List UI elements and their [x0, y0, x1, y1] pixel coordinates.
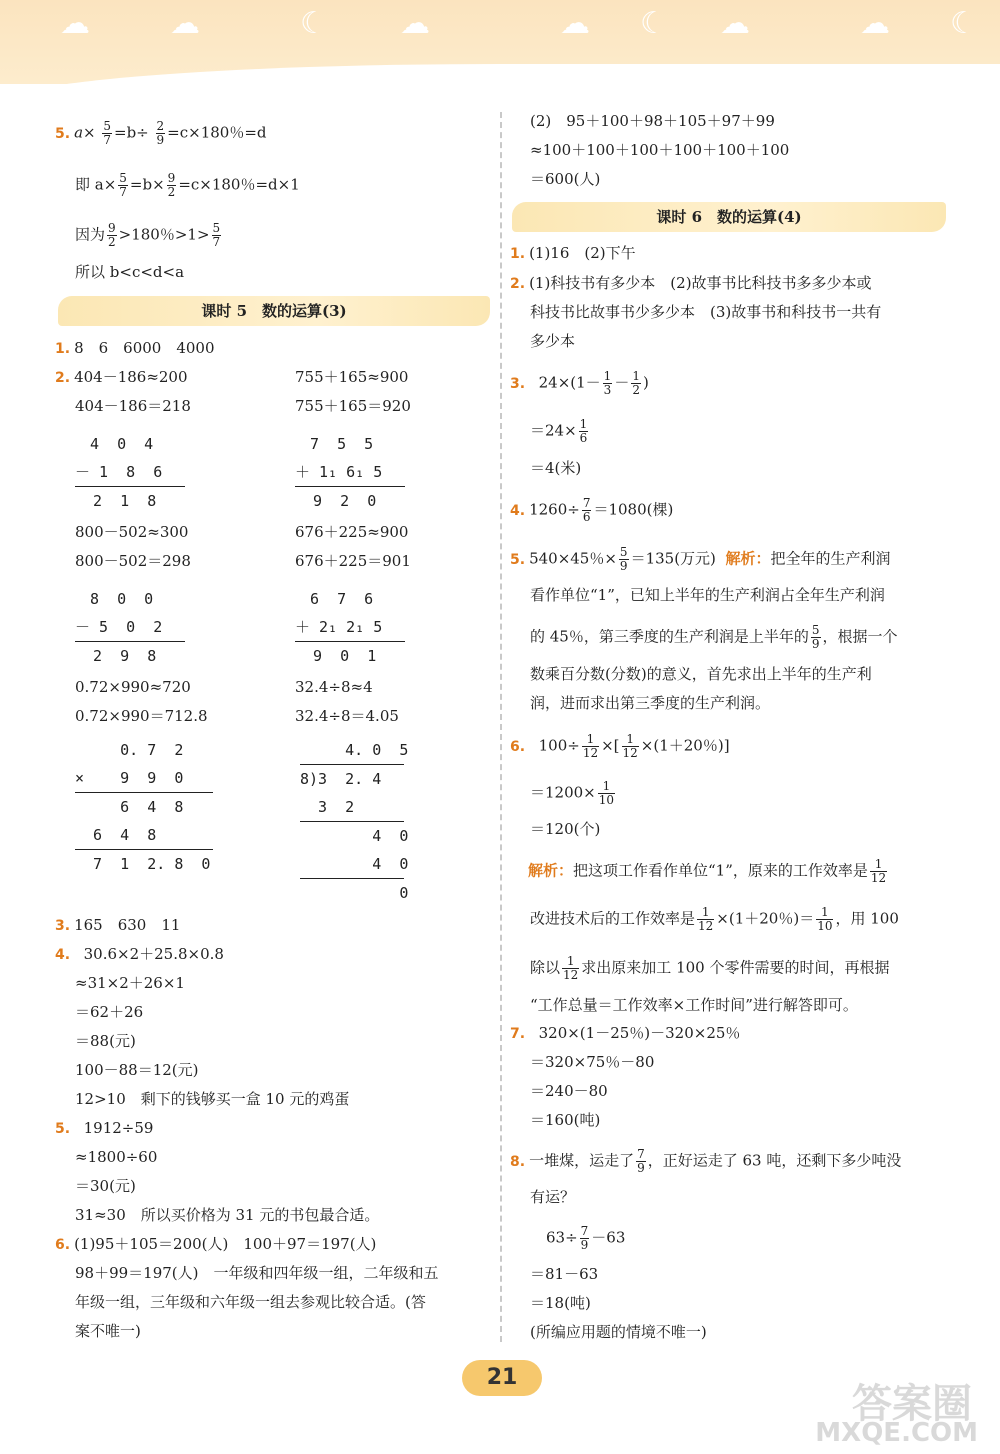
s5-q2-b2: 755＋165＝920	[295, 397, 411, 415]
s5-q1: 1. 8 6 6000 4000	[55, 339, 215, 357]
s5-q2-d1: 676＋225≈900	[295, 523, 409, 541]
cloud-icon: ☁	[170, 6, 200, 41]
s6-q8-l1: 8. 一堆煤，运走了 $\frac{7}{9}$ ，正好运走了 63 吨，还剩下多少吨没	[510, 1147, 902, 1175]
cloud-icon: ☁	[400, 6, 430, 41]
vertical-calc-6: 4. 0 5 8)3 2. 4 3 2 4 0 4 0 0	[300, 736, 404, 907]
left-q5-line3: 因为 $\frac{9}{2}$ >180％>1> $\frac{5}{7}$	[75, 221, 221, 249]
moon-icon: ☾	[640, 6, 667, 41]
left-q5-line2: 即 a× $\frac{5}{7}$ =b× $\frac{9}{2}$ =c×180％=d×1	[75, 171, 300, 199]
s6-q8-l2: 有运？	[530, 1188, 576, 1206]
s6-q2-l3: 多少本	[530, 332, 576, 350]
s5-q2-f1: 32.4÷8≈4	[295, 678, 373, 696]
left-q5-line4: 所以 b<c<d<a	[75, 263, 185, 281]
s6-q5-l5: 润，进而求出第三季度的生产利润。	[530, 694, 771, 712]
s6-q7-l4: ＝160(吨)	[530, 1111, 601, 1129]
s5-q5-l2: ≈1800÷60	[75, 1148, 158, 1166]
s5-q6-l4: 案不唯一)	[75, 1322, 141, 1340]
cloud-icon: ☁	[720, 6, 750, 41]
s6-q8-l5: ＝18(吨)	[530, 1294, 591, 1312]
moon-icon: ☾	[300, 6, 327, 41]
s6-q8-l4: ＝81－63	[530, 1265, 599, 1283]
s6-q6-analysis-2: 改进技术后的工作效率是 $\frac{1}{12}$ ×(1＋20％)＝ $\frac{1}{10}$ ，用 100	[530, 905, 899, 933]
s5-q4-l3: ＝62＋26	[75, 1003, 144, 1021]
s5-q4-l2: ≈31×2＋26×1	[75, 974, 185, 992]
s5-q6-l3: 年级一组，三年级和六年级一组去参观比较合适。(答	[75, 1293, 426, 1311]
s6-q6-analysis-4: “工作总量＝工作效率×工作时间”进行解答即可。	[530, 996, 858, 1014]
section-title-5: 课时 5 数的运算(3)	[58, 296, 490, 326]
cloud-icon: ☁	[860, 6, 890, 41]
s5-q2-c2: 800－502＝298	[75, 552, 191, 570]
s6-q5-l2: 看作单位“1”，已知上半年的生产利润占全年生产利润	[530, 586, 885, 604]
s5-q2-a1: 2. 404－186≈200	[55, 368, 188, 386]
s5-q2-a2: 404－186＝218	[75, 397, 191, 415]
s5-q2-d2: 676＋225＝901	[295, 552, 411, 570]
left-q5-line1: 5. a× $\frac{5}{7}$ =b÷ $\frac{2}{9}$ =c×180％=d	[55, 119, 267, 147]
vertical-calc-5: 0. 7 2 × 9 9 0 6 4 8 6 4 8 7 1 2. 8 0	[75, 736, 213, 878]
s6-q8-l3: 63÷ $\frac{7}{9}$ －63	[546, 1224, 626, 1252]
s6-q6-l3: ＝120(个)	[530, 820, 601, 838]
s6-q6-l1: 6. 100÷ $\frac{1}{12}$ ×[ $\frac{1}{12}$ ×(1＋20％)]	[510, 732, 730, 760]
column-divider	[500, 112, 502, 1342]
s5-q4-l5: 100－88＝12(元)	[75, 1061, 199, 1079]
s6-q3-l2: ＝24× $\frac{1}{6}$	[530, 417, 588, 445]
s5-q4-l4: ＝88(元)	[75, 1032, 136, 1050]
s5-q4-l1: 4. 30.6×2＋25.8×0.8	[55, 945, 224, 963]
moon-icon: ☾	[950, 6, 977, 41]
s6-q6-analysis-1: 解析：把这项工作看作单位“1”，原来的工作效率是 $\frac{1}{12}$	[528, 857, 887, 885]
cloud-icon: ☁	[60, 6, 90, 41]
s6-q3-l1: 3. 24×(1－ $\frac{1}{3}$ － $\frac{1}{2}$ )	[510, 369, 649, 397]
vertical-calc-1: 4 0 4 － 1 8 6 2 1 8	[75, 430, 185, 515]
s6-q6-l2: ＝1200× $\frac{1}{10}$	[530, 779, 615, 807]
s5-q6-l1: 6. (1)95＋105＝200(人) 100＋97＝197(人)	[55, 1235, 377, 1253]
s5-q5-l1: 5. 1912÷59	[55, 1119, 154, 1137]
s5-q2-e1: 0.72×990≈720	[75, 678, 191, 696]
vertical-calc-2: 7 5 5 ＋ 1₁ 6₁ 5 9 2 0	[295, 430, 405, 515]
vertical-calc-3: 8 0 0 － 5 0 2 2 9 8	[75, 585, 185, 670]
s6-q5-l3: 的 45％，第三季度的生产利润是上半年的 $\frac{5}{9}$ ，根据一个	[530, 623, 898, 651]
s6-q7-l1: 7. 320×(1－25％)－320×25％	[510, 1024, 741, 1042]
s5-q2-c1: 800－502≈300	[75, 523, 189, 541]
s5-q4-l6: 12>10 剩下的钱够买一盒 10 元的鸡蛋	[75, 1090, 350, 1108]
s6-q5-l1: 5. 540×45％× $\frac{5}{9}$ ＝135(万元) 解析：把全年的生产利润	[510, 545, 891, 573]
s5-q2-f2: 32.4÷8＝4.05	[295, 707, 399, 725]
s5-q3: 3. 165 630 11	[55, 916, 181, 934]
s6-q7-l3: ＝240－80	[530, 1082, 608, 1100]
right-top-l2: ≈100＋100＋100＋100＋100＋100	[530, 141, 790, 159]
watermark-url: MXQE.COM	[815, 1418, 978, 1448]
s6-q8-l6: (所编应用题的情境不唯一)	[530, 1323, 707, 1341]
s6-q7-l2: ＝320×75％－80	[530, 1053, 655, 1071]
s5-q6-l2: 98＋99＝197(人) 一年级和四年级一组，二年级和五	[75, 1264, 439, 1282]
s5-q5-l4: 31≈30 所以买价格为 31 元的书包最合适。	[75, 1206, 380, 1224]
cloud-icon: ☁	[560, 6, 590, 41]
s6-q2-l1: 2. (1)科技书有多少本 (2)故事书比科技书多多少本或	[510, 274, 872, 292]
s6-q1: 1. (1)16 (2)下午	[510, 244, 636, 262]
s6-q4: 4. 1260÷ $\frac{7}{6}$ ＝1080(棵)	[510, 496, 674, 524]
vertical-calc-4: 6 7 6 ＋ 2₁ 2₁ 5 9 0 1	[295, 585, 405, 670]
s6-q5-l4: 数乘百分数(分数)的意义，首先求出上半年的生产利	[530, 665, 872, 683]
watermark-logo: 答案圈	[852, 1381, 972, 1427]
page-number: 21	[462, 1360, 542, 1396]
s6-q3-l3: ＝4(米)	[530, 459, 582, 477]
s5-q5-l3: ＝30(元)	[75, 1177, 136, 1195]
s5-q2-b1: 755＋165≈900	[295, 368, 409, 386]
s5-q2-e2: 0.72×990＝712.8	[75, 707, 208, 725]
s6-q6-analysis-3: 除以 $\frac{1}{12}$ 求出原来加工 100 个零件需要的时间，再根据	[530, 954, 890, 982]
right-top-l1: (2) 95＋100＋98＋105＋97＋99	[530, 112, 775, 130]
right-top-l3: ＝600(人)	[530, 170, 601, 188]
section-title-6: 课时 6 数的运算(4)	[512, 202, 946, 232]
s6-q2-l2: 科技书比故事书少多少本 (3)故事书和科技书一共有	[530, 303, 882, 321]
